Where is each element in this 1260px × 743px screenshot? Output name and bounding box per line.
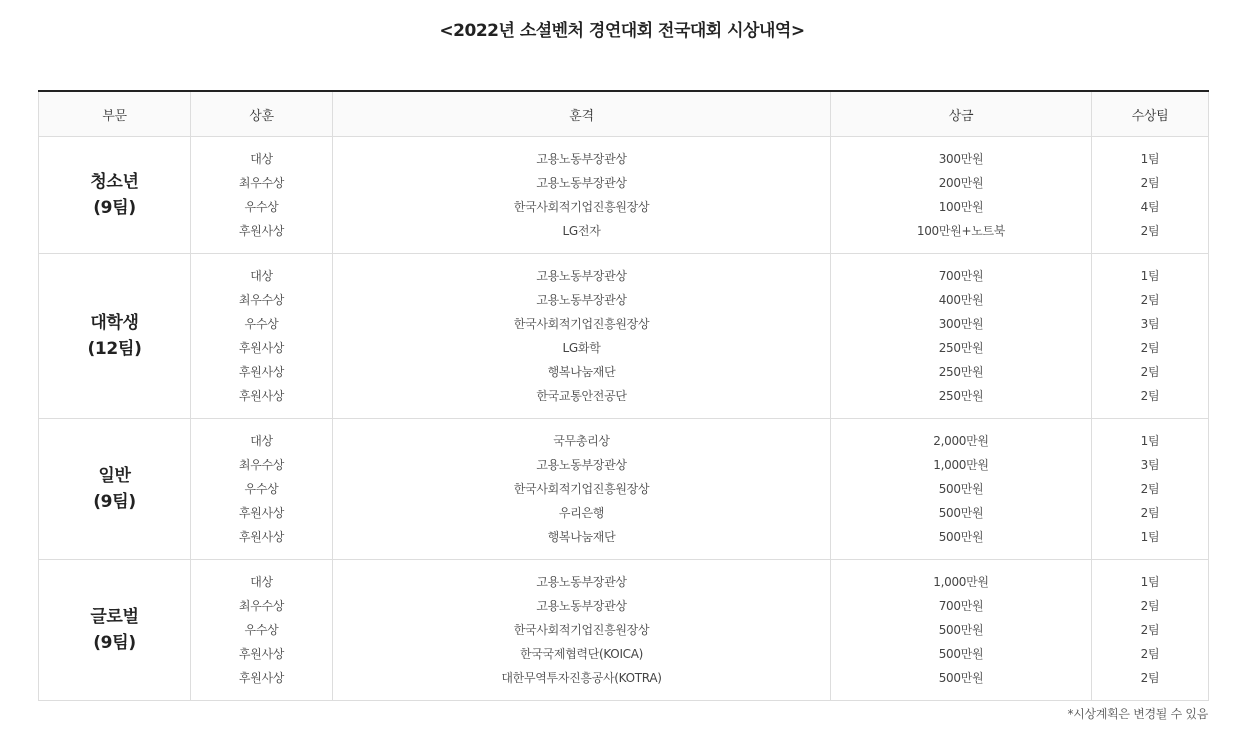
award-cell: 대상: [191, 137, 333, 172]
award-title-cell: 한국교통안전공단: [333, 384, 831, 419]
award-cell: 후원사상: [191, 501, 333, 525]
teams-cell: 2팀: [1092, 336, 1209, 360]
table-row: [39, 360, 1209, 384]
category-cell: [39, 137, 191, 254]
table-row: [39, 501, 1209, 525]
prize-cell: 700만원: [831, 254, 1092, 289]
table-row: [39, 419, 1209, 454]
prize-cell: 250만원: [831, 384, 1092, 419]
award-cell: 최우수상: [191, 288, 333, 312]
award-title-cell: 국무총리상: [333, 419, 831, 454]
table-row: [39, 219, 1209, 254]
table-row: [39, 137, 1209, 172]
awards-table: [38, 90, 1209, 701]
teams-cell: 2팀: [1092, 360, 1209, 384]
table-row: [39, 560, 1209, 595]
prize-cell: 2,000만원: [831, 419, 1092, 454]
prize-cell: 500만원: [831, 642, 1092, 666]
prize-cell: 700만원: [831, 594, 1092, 618]
award-cell: 후원사상: [191, 336, 333, 360]
prize-cell: 500만원: [831, 666, 1092, 701]
table-header: [39, 91, 1209, 137]
category-cell: [39, 560, 191, 701]
award-cell: 후원사상: [191, 525, 333, 560]
award-title-cell: 한국사회적기업진흥원장상: [333, 477, 831, 501]
category-name: 글로벌: [90, 607, 139, 627]
award-title-cell: 고용노동부장관상: [333, 171, 831, 195]
header-prize: 상금: [831, 91, 1092, 137]
prize-cell: 100만원: [831, 195, 1092, 219]
table-row: [39, 384, 1209, 419]
award-title-cell: 고용노동부장관상: [333, 137, 831, 172]
award-title-cell: 대한무역투자진흥공사(KOTRA): [333, 666, 831, 701]
award-title-cell: 고용노동부장관상: [333, 453, 831, 477]
prize-cell: 500만원: [831, 525, 1092, 560]
teams-cell: 2팀: [1092, 384, 1209, 419]
award-title-cell: LG화학: [333, 336, 831, 360]
award-cell: 최우수상: [191, 171, 333, 195]
table-row: [39, 171, 1209, 195]
teams-cell: 2팀: [1092, 594, 1209, 618]
table-row: [39, 195, 1209, 219]
teams-cell: 2팀: [1092, 642, 1209, 666]
category-name: 대학생: [90, 313, 139, 333]
teams-cell: 2팀: [1092, 666, 1209, 701]
award-cell: 우수상: [191, 618, 333, 642]
prize-cell: 1,000만원: [831, 560, 1092, 595]
teams-cell: 1팀: [1092, 254, 1209, 289]
footnote: *시상계획은 변경될 수 있음: [1067, 707, 1208, 721]
prize-cell: 100만원+노트북: [831, 219, 1092, 254]
award-title-cell: 우리은행: [333, 501, 831, 525]
teams-cell: 1팀: [1092, 560, 1209, 595]
category-name: 청소년: [90, 172, 139, 192]
award-title-cell: 고용노동부장관상: [333, 560, 831, 595]
award-cell: 최우수상: [191, 453, 333, 477]
award-cell: 최우수상: [191, 594, 333, 618]
table-row: [39, 525, 1209, 560]
category-team-count: (12팀): [87, 339, 142, 359]
award-title-cell: 고용노동부장관상: [333, 254, 831, 289]
table-row: [39, 477, 1209, 501]
award-cell: 우수상: [191, 312, 333, 336]
award-cell: 후원사상: [191, 384, 333, 419]
award-cell: 대상: [191, 419, 333, 454]
award-title-cell: LG전자: [333, 219, 831, 254]
award-cell: 우수상: [191, 477, 333, 501]
award-title-cell: 한국사회적기업진흥원장상: [333, 195, 831, 219]
header-award-title: 훈격: [333, 91, 831, 137]
award-title-cell: 행복나눔재단: [333, 360, 831, 384]
award-cell: 후원사상: [191, 642, 333, 666]
teams-cell: 2팀: [1092, 171, 1209, 195]
award-title-cell: 한국사회적기업진흥원장상: [333, 312, 831, 336]
header-row: [39, 91, 1209, 137]
teams-cell: 2팀: [1092, 618, 1209, 642]
teams-cell: 1팀: [1092, 419, 1209, 454]
award-cell: 대상: [191, 254, 333, 289]
teams-cell: 2팀: [1092, 219, 1209, 254]
award-title-cell: 한국국제협력단(KOICA): [333, 642, 831, 666]
award-cell: 후원사상: [191, 360, 333, 384]
category-team-count: (9팀): [93, 492, 136, 512]
prize-cell: 400만원: [831, 288, 1092, 312]
teams-cell: 1팀: [1092, 137, 1209, 172]
table-row: [39, 254, 1209, 289]
award-cell: 우수상: [191, 195, 333, 219]
award-cell: 후원사상: [191, 219, 333, 254]
prize-cell: 1,000만원: [831, 453, 1092, 477]
award-title-cell: 고용노동부장관상: [333, 594, 831, 618]
award-title-cell: 한국사회적기업진흥원장상: [333, 618, 831, 642]
table-row: [39, 336, 1209, 360]
header-teams: 수상팀: [1092, 91, 1209, 137]
award-cell: 대상: [191, 560, 333, 595]
prize-cell: 500만원: [831, 477, 1092, 501]
table-body: [39, 137, 1209, 701]
table-row: [39, 642, 1209, 666]
award-title-cell: 행복나눔재단: [333, 525, 831, 560]
teams-cell: 4팀: [1092, 195, 1209, 219]
header-category: 부문: [39, 91, 191, 137]
award-cell: 후원사상: [191, 666, 333, 701]
award-title-cell: 고용노동부장관상: [333, 288, 831, 312]
teams-cell: 2팀: [1092, 288, 1209, 312]
table-row: [39, 666, 1209, 701]
page-title: <2022년 소셜벤처 경연대회 전국대회 시상내역>: [439, 21, 805, 41]
teams-cell: 3팀: [1092, 453, 1209, 477]
category-name: 일반: [98, 466, 131, 486]
category-cell: [39, 419, 191, 560]
category-team-count: (9팀): [93, 198, 136, 218]
teams-cell: 3팀: [1092, 312, 1209, 336]
teams-cell: 2팀: [1092, 477, 1209, 501]
table-row: [39, 312, 1209, 336]
table-row: [39, 594, 1209, 618]
prize-cell: 500만원: [831, 501, 1092, 525]
prize-cell: 500만원: [831, 618, 1092, 642]
table-row: [39, 453, 1209, 477]
category-cell: [39, 254, 191, 419]
teams-cell: 1팀: [1092, 525, 1209, 560]
category-team-count: (9팀): [93, 633, 136, 653]
table-row: [39, 618, 1209, 642]
table-row: [39, 288, 1209, 312]
teams-cell: 2팀: [1092, 501, 1209, 525]
prize-cell: 300만원: [831, 312, 1092, 336]
prize-cell: 250만원: [831, 360, 1092, 384]
prize-cell: 250만원: [831, 336, 1092, 360]
prize-cell: 200만원: [831, 171, 1092, 195]
prize-cell: 300만원: [831, 137, 1092, 172]
header-award: 상훈: [191, 91, 333, 137]
